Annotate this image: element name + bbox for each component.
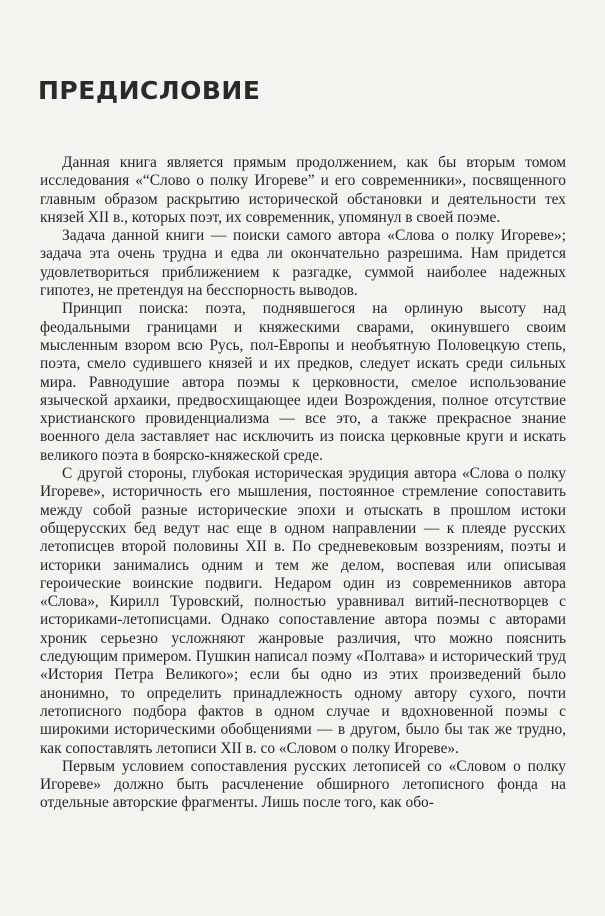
paragraph-1: Данная книга является прямым продолжением, как бы вторым томом исследования «“Слово о полку Игореве” и его современники», посвященного главным образом раскрытию исторической обстановки и деятельности тех князей XII в., которых поэт, их современник, упомянул в своей поэме.	[40, 154, 566, 226]
paragraph-5: Первым условием сопоставления русских летописей со «Словом о полку Игореве» должно быть расчленение обширного летописного фонда на отдельные авторские фрагменты. Лишь после того, как обо-	[40, 757, 566, 812]
chapter-title: ПРЕДИСЛОВИЕ	[38, 76, 261, 105]
paragraph-4: С другой стороны, глубокая историческая эрудиция автора «Слова о полку Игореве», историчность его мышления, постоянное стремление сопоставить между собой разные исторические эпохи и отыскать в прошлом истоки общерусских бед ведут нас еще в одном направлении — к плеяде русских летописцев второй половины XII в. По средневековым воззрениям, поэты и историки занимались одним и тем же делом, воспевая или описывая героические воинские подвиги. Недаром один из современников автора «Слова», Кирилл Туровский, полностью уравнивал витий-песнотворцев с историками-летописцами. Однако сопоставление автора поэмы с авторами хроник серьезно усложняют жанровые различия, что можно пояснить следующим примером. Пушкин написал поэму «Полтава» и исторический труд «История Петра Великого»; если бы одно из этих произведений было анонимно, то определить принадлежность одному автору сухого, почти летописного подбора фактов в одном случае и вдохновенной поэмы с широкими историческими обобщениями — в другом, было бы так же трудно, как сопоставлять летописи XII в. со «Словом о полку Игореве».	[40, 465, 566, 757]
paragraph-2: Задача данной книги — поиски самого автора «Слова о полку Игореве»; задача эта очень трудна и едва ли окончательно разрешима. Нам придется удовлетвориться приближением к разгадке, суммой наиболее надежных гипотез, не претендуя на бесспорность выводов.	[40, 227, 566, 300]
paragraph-3: Принцип поиска: поэта, поднявшегося на орлиную высоту над феодальными границами и княжескими сварами, окинувшего своим мысленным взором всю Русь, пол-Европы и необъятную Половецкую степь, поэта, смело судившего князей и их предков, следует искать среди сильных мира. Равнодушие автора поэмы к церковности, смелое использование языческой архаики, предвосхищающее идеи Возрождения, полное отсутствие христианского провиденциализма — все это, а также прекрасное знание военного дела заставляет нас исключить из поиска церковные круги и искать великого поэта в боярско-княжеской среде.	[40, 300, 566, 464]
chapter-body	[40, 154, 566, 813]
